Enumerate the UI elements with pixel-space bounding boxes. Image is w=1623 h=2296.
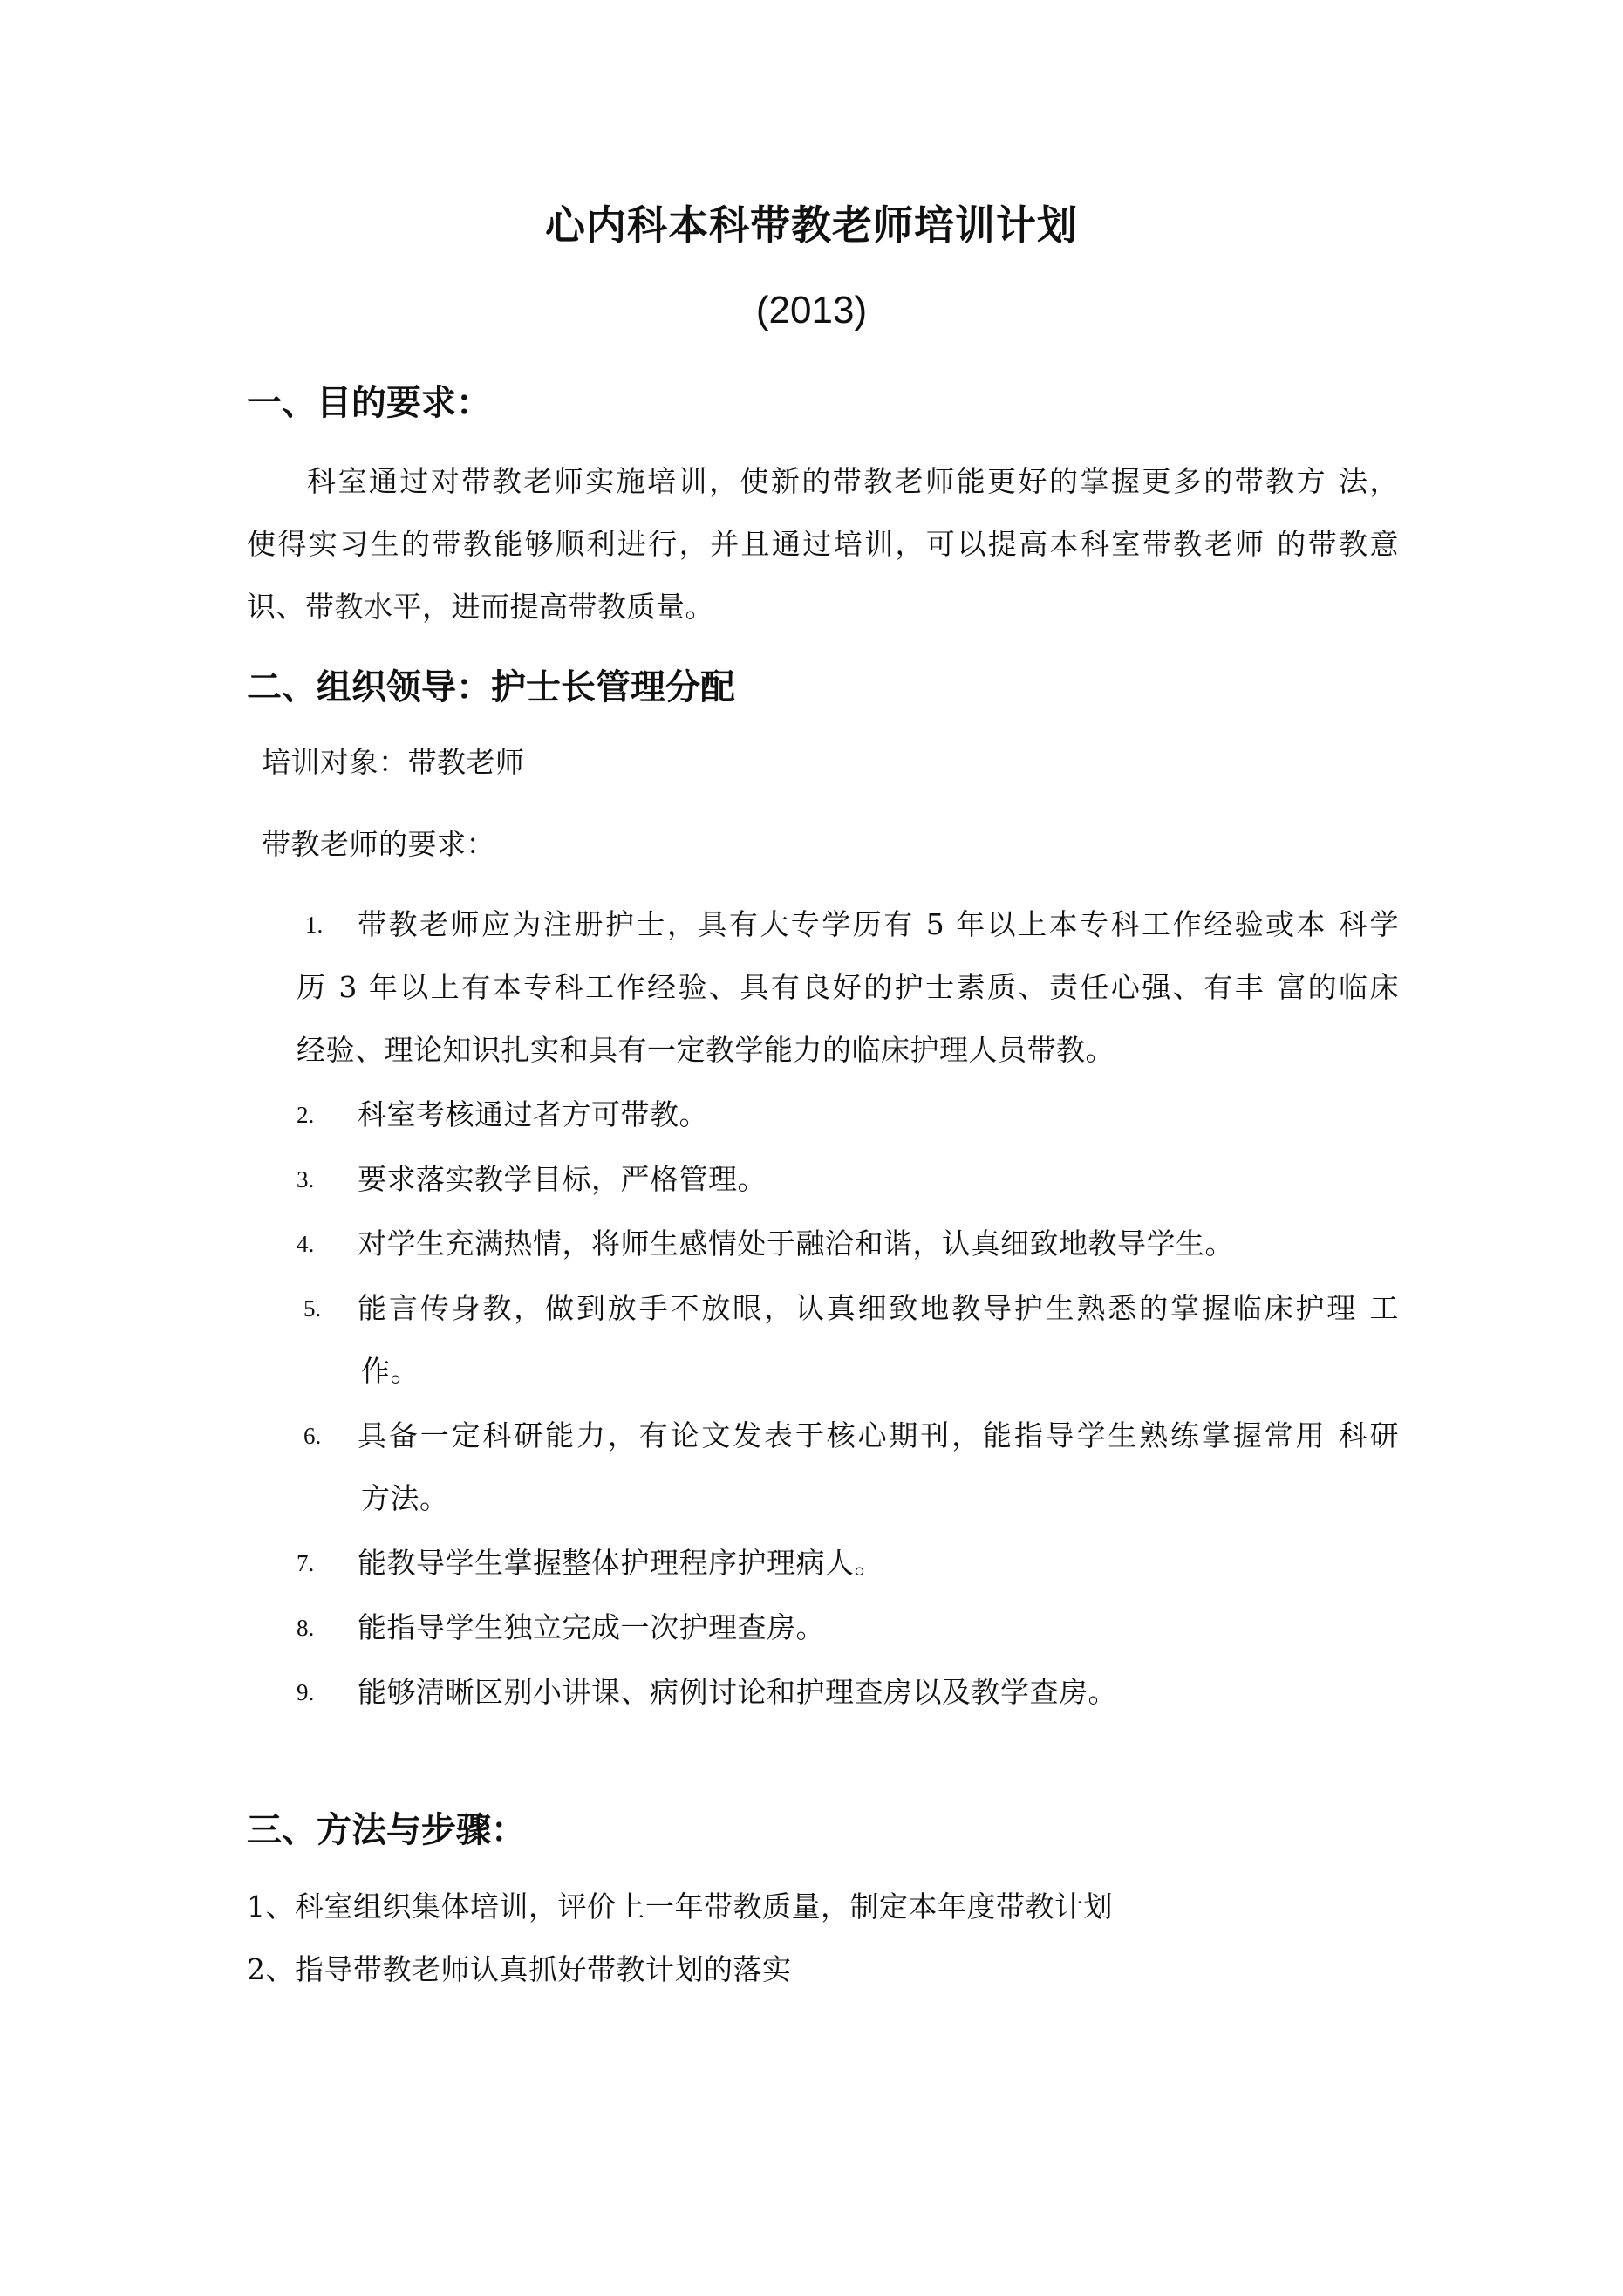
document-title: 心内科本科带教老师培训计划 (545, 202, 1078, 249)
requirement-number: 8. (297, 1615, 315, 1641)
section-heading-purpose: 一、目的要求： (247, 383, 491, 423)
requirement-number: 7. (297, 1550, 315, 1576)
requirement-line: 对学生充满热情，将师生感情处于融洽和谐，认真细致地教导学生。 (358, 1227, 1234, 1261)
training-target: 培训对象：带教老师 (262, 745, 525, 779)
requirement-line: 方法。 (361, 1481, 449, 1515)
requirement-number: 3. (297, 1166, 315, 1192)
section-heading-organization: 二、组织领导：护士长管理分配 (247, 667, 735, 707)
requirement-line: 能够清晰区别小讲课、病例讨论和护理查房以及教学查房。 (358, 1675, 1117, 1709)
requirement-number: 4. (297, 1231, 315, 1257)
purpose-paragraph-line: 使得实习生的带教能够顺利进行，并且通过培训，可以提高本科室带教老师 的带教意 (247, 527, 1399, 561)
requirement-number: 2. (297, 1102, 315, 1128)
requirement-line: 能言传身教，做到放手不放眼，认真细致地教导护生熟悉的掌握临床护理 工 (358, 1291, 1399, 1325)
requirement-line: 带教老师应为注册护士，具有大专学历有 5 年以上本专科工作经验或本 科学 (358, 907, 1399, 941)
requirement-line: 要求落实教学目标，严格管理。 (358, 1162, 767, 1196)
requirement-number: 1. (305, 912, 324, 938)
requirement-line: 经验、理论知识扎实和具有一定教学能力的临床护理人员带教。 (297, 1033, 1115, 1067)
requirement-number: 5. (303, 1295, 322, 1322)
requirements-title: 带教老师的要求： (262, 827, 495, 861)
purpose-paragraph-line: 科室通过对带教老师实施培训，使新的带教老师能更好的掌握更多的带教方 法， (307, 464, 1399, 498)
requirement-number: 9. (297, 1679, 315, 1705)
requirement-line: 作。 (361, 1354, 419, 1388)
requirement-number: 6. (303, 1423, 322, 1449)
requirement-line: 能教导学生掌握整体护理程序护理病人。 (358, 1546, 883, 1580)
method-item: 1、科室组织集体培训，评价上一年带教质量，制定本年度带教计划 (247, 1889, 1113, 1924)
requirement-line: 具备一定科研能力，有论文发表于核心期刊，能指导学生熟练掌握常用 科研 (358, 1418, 1399, 1452)
document-year: (2013) (755, 289, 868, 331)
section-heading-methods: 三、方法与步骤： (247, 1810, 526, 1850)
purpose-paragraph-line: 识、带教水平，进而提高带教质量。 (247, 590, 714, 624)
requirement-line: 能指导学生独立完成一次护理查房。 (358, 1610, 825, 1644)
requirement-line: 历 3 年以上有本专科工作经验、具有良好的护士素质、责任心强、有丰 富的临床 (297, 970, 1399, 1004)
method-item: 2、指导带教老师认真抓好带教计划的落实 (247, 1952, 792, 1986)
requirement-line: 科室考核通过者方可带教。 (358, 1097, 708, 1131)
